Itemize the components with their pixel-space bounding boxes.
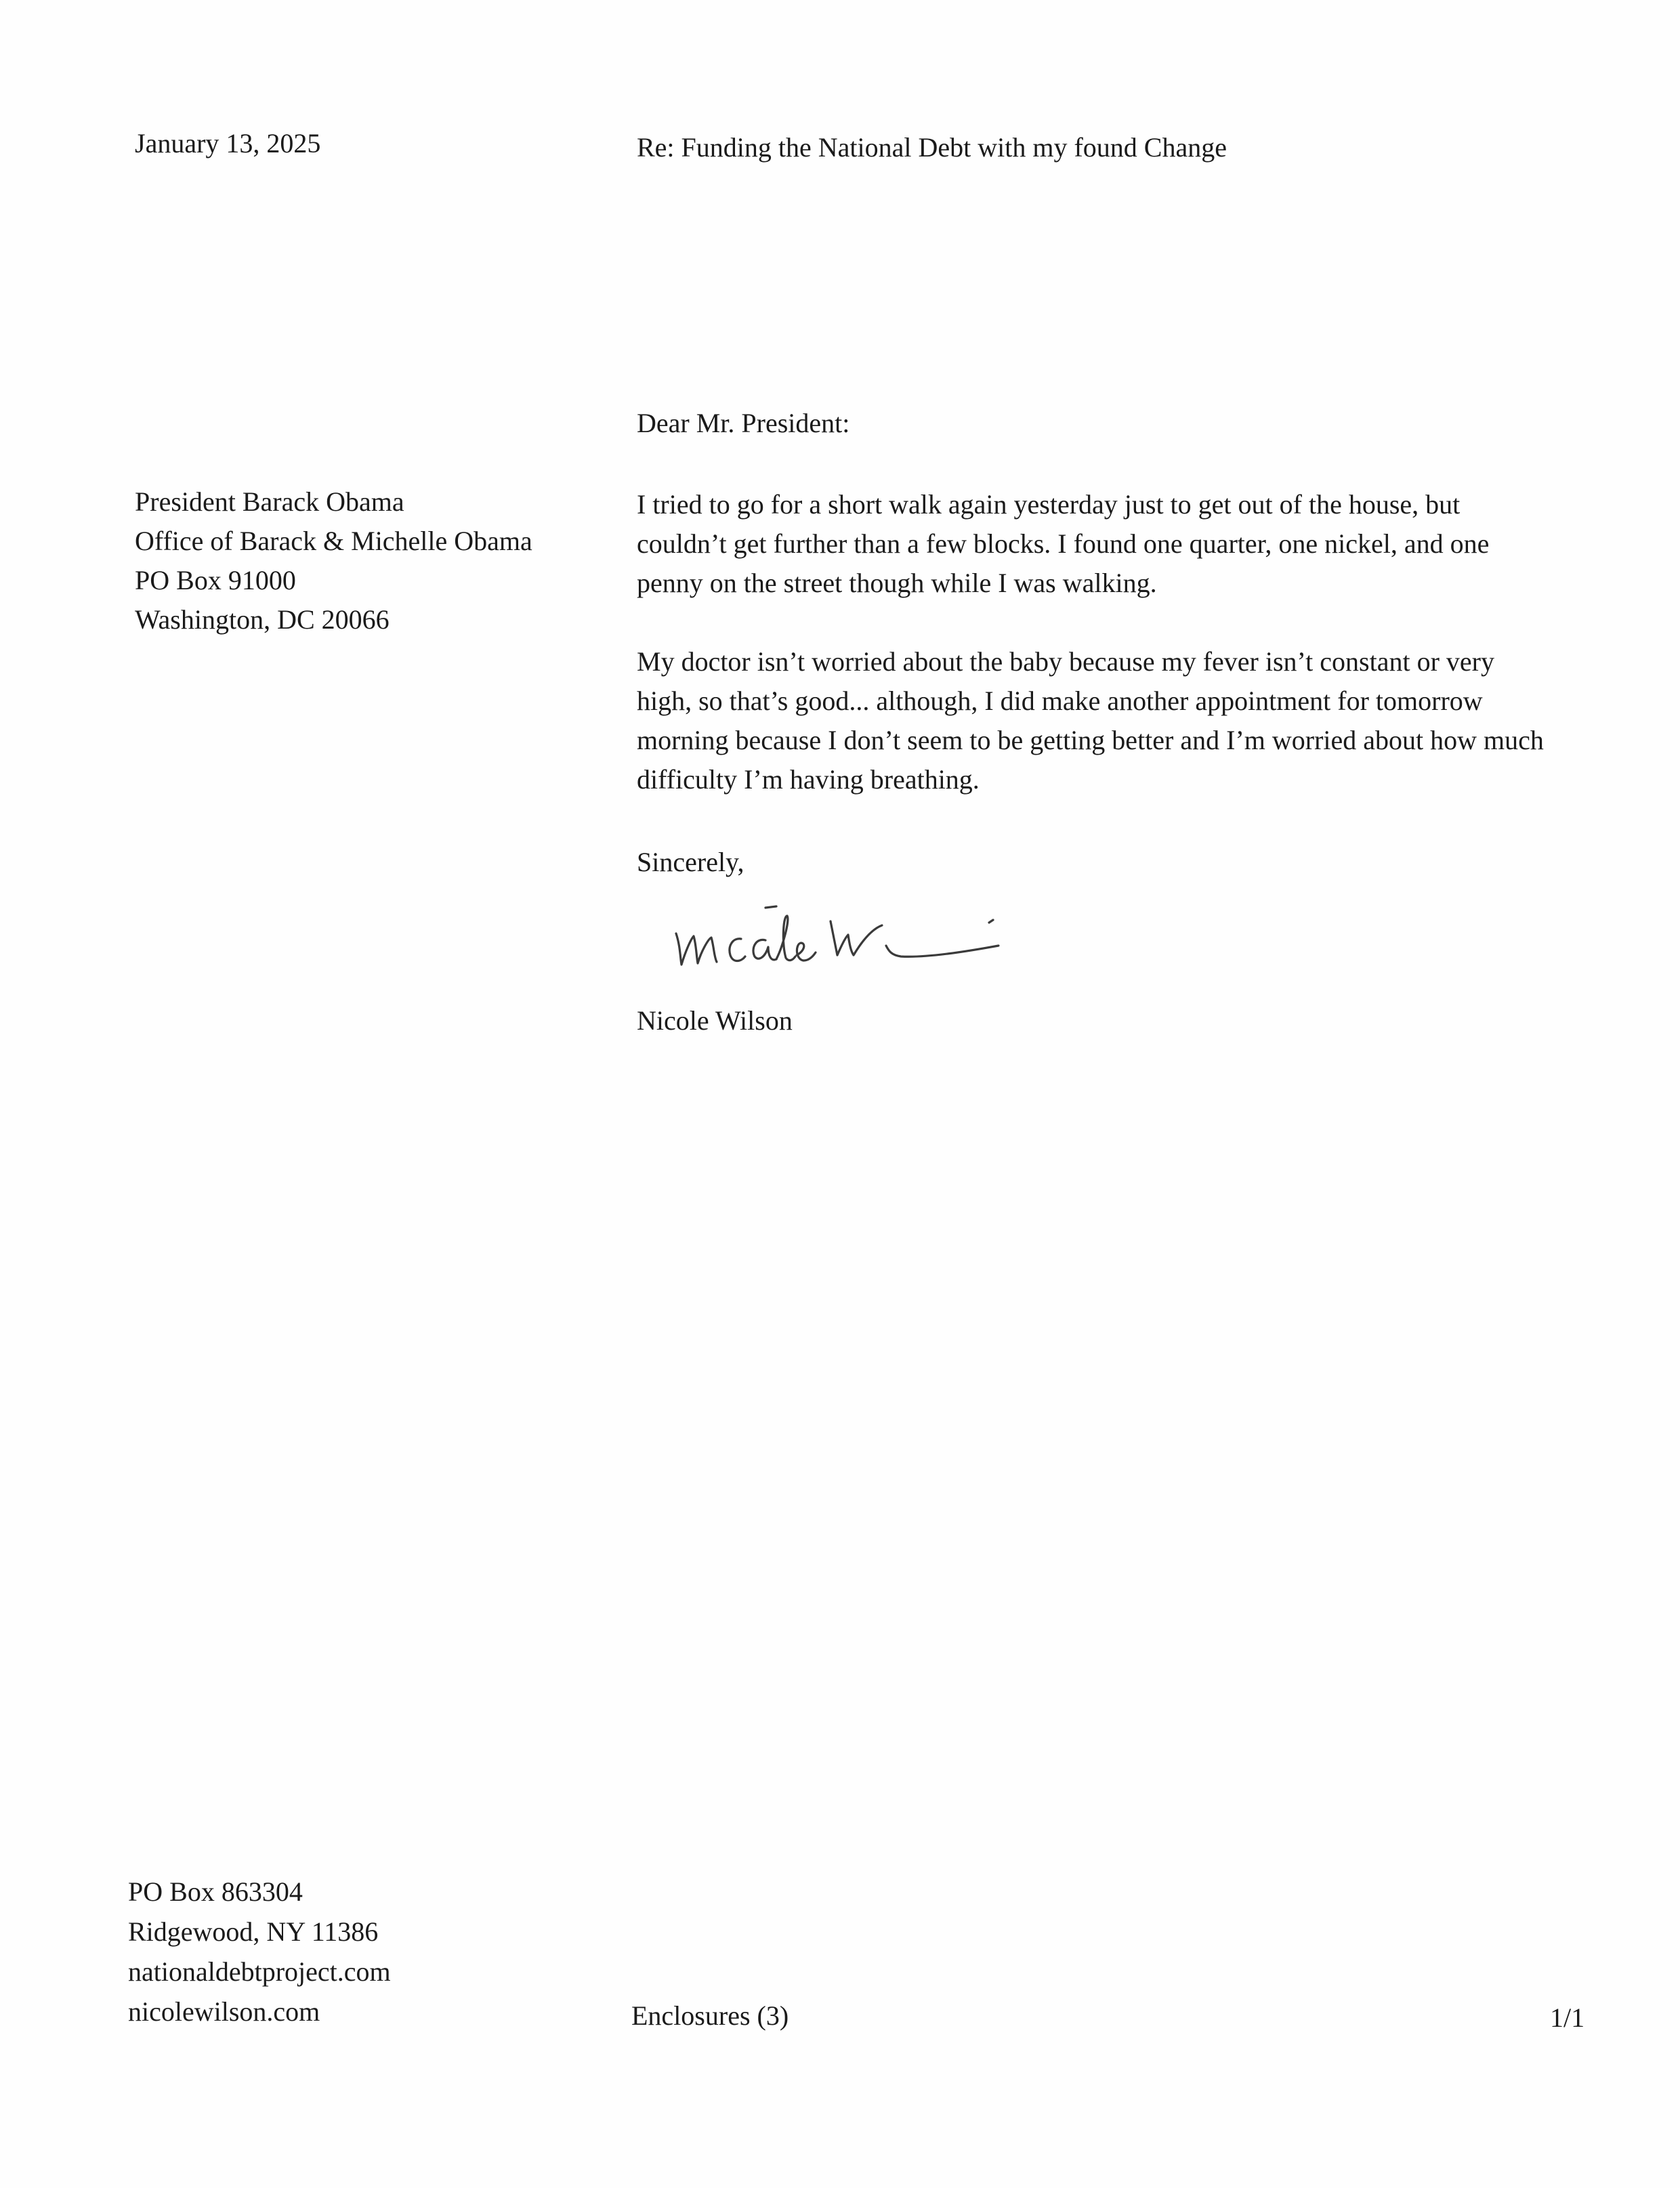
- page-number: 1/1: [1550, 2002, 1585, 2033]
- body-paragraph: [637, 642, 1599, 799]
- body-line: I tried to go for a short walk again yesterday just to get out of the house, but: [637, 489, 1461, 520]
- handwritten-signature: [671, 881, 1036, 982]
- body-line: high, so that’s good... although, I did make another appointment for tomorrow: [637, 686, 1483, 716]
- sender-address-line: PO Box 863304: [128, 1876, 303, 1907]
- body-line: morning because I don’t seem to be getting better and I’m worried about how much: [637, 725, 1544, 755]
- sender-address-line: Ridgewood, NY 11386: [128, 1916, 379, 1947]
- recipient-city: Washington, DC 20066: [135, 604, 390, 635]
- recipient-office: Office of Barack & Michelle Obama: [135, 526, 532, 556]
- body-line: My doctor isn’t worried about the baby because my fever isn’t constant or very: [637, 646, 1494, 677]
- closing: Sincerely,: [637, 847, 744, 877]
- signer-name: Nicole Wilson: [637, 1005, 793, 1036]
- sender-website: nationaldebtproject.com: [128, 1956, 391, 1987]
- sender-website: nicolewilson.com: [128, 1996, 320, 2027]
- body-line: couldn’t get further than a few blocks. I found one quarter, one nickel, and one: [637, 528, 1490, 559]
- body-paragraph: [637, 485, 1599, 603]
- recipient-address: [135, 482, 532, 639]
- letter-date: January 13, 2025: [135, 128, 321, 159]
- letter-body: [637, 485, 1599, 799]
- recipient-po-box: PO Box 91000: [135, 565, 296, 595]
- recipient-name: President Barack Obama: [135, 486, 404, 517]
- enclosures-note: Enclosures (3): [631, 2000, 789, 2031]
- sender-address: [128, 1872, 391, 2032]
- salutation: Dear Mr. President:: [637, 408, 850, 438]
- letter-subject: Re: Funding the National Debt with my found Change: [637, 132, 1227, 163]
- body-line: penny on the street though while I was walking.: [637, 568, 1157, 598]
- body-line: difficulty I’m having breathing.: [637, 764, 980, 795]
